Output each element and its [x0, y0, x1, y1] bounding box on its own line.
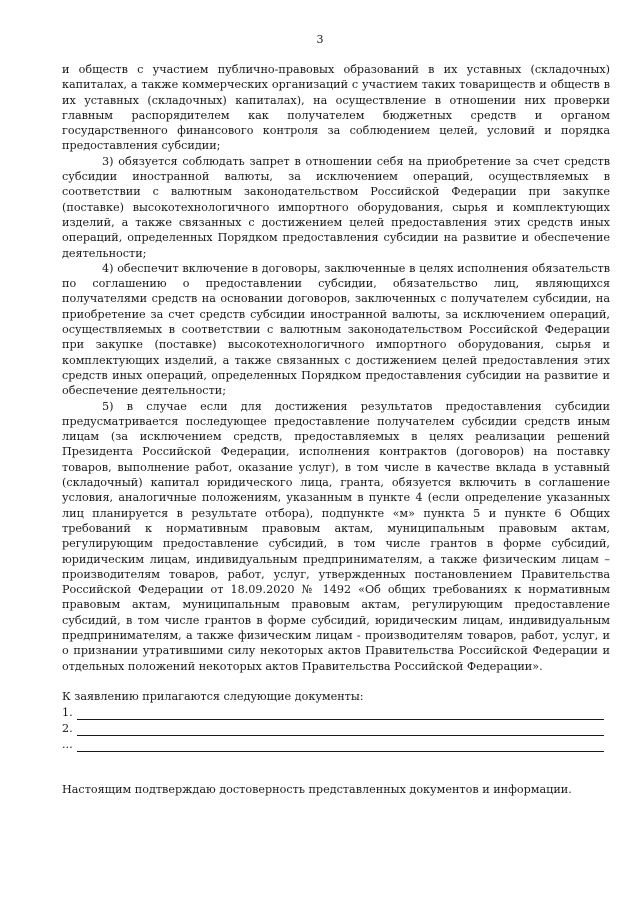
- attachment-line-1: [62, 704, 610, 720]
- attachment-blank-field: [77, 708, 604, 720]
- attachments-section: [62, 689, 610, 752]
- paragraph-item-3: 3) обязуется соблюдать запрет в отношении себя на приобретение за счет средств субсидии иностранной валюты, за исключением операций, осуществляемых в соответствии с валютным законодательством Российской Федерации при закупке (поставке) высокотехнологичного импортного оборудования, сырья и комплектующих изделий, а также связанных с достижением целей предоставления этих средств иных операций, определенных Порядком предоставления субсидии на развитие и обеспечение деятельности;: [62, 154, 610, 260]
- attachment-blank-field: [77, 740, 604, 752]
- attachment-line-2: [62, 720, 610, 736]
- attachment-line-more: [62, 736, 610, 752]
- attachments-intro: К заявлению прилагаются следующие документы:: [62, 689, 364, 703]
- document-body: [62, 62, 610, 797]
- page-number: 3: [316, 33, 324, 46]
- attachment-number: ...: [62, 738, 73, 752]
- paragraph-item-5: 5) в случае если для достижения результатов предоставления субсидии предусматривается последующее предоставление получателем субсидии средств иным лицам (за исключением средств, предоставляемых в целях реализации решений Президента Российской Федерации, исполнения контрактов (договоров) на поставку товаров, выполнение работ, оказание услуг), в том числе в качестве вклада в уставный (складочный) капитал юридического лица, гранта, обязуется включить в соглашение условия, аналогичные положениям, указанным в пункте 4 (если определение указанных лиц планируется в результате отбора), подпункте «м» пункта 5 и пункте 6 Общих требований к нормативным правовым актам, муниципальным правовым актам, регулирующим предоставление субсидий, в том числе грантов в форме субсидий, юридическим лицам, индивидуальным предпринимателям, а также физическим лицам – производителям товаров, работ, услуг, утвержденных постановлением Правительства Российской Федерации от 18.09.2020 № 1492 «Об общих требованиях к нормативным правовым актам, муниципальным правовым актам, регулирующим предоставление субсидий, в том числе грантов в форме субсидий, юридическим лицам, индивидуальным предпринимателям, а также физическим лицам - производителям товаров, работ, услуг, и о признании утратившими силу некоторых актов Правительства Российской Федерации и отдельных положений некоторых актов Правительства Российской Федерации».: [62, 399, 610, 673]
- attachment-number: 2.: [62, 722, 73, 736]
- attachment-number: 1.: [62, 706, 73, 720]
- attachment-blank-field: [77, 724, 604, 736]
- paragraph-continuation: и обществ с участием публично-правовых образований в их уставных (складочных) капиталах, а также коммерческих организаций с участием таких товариществ и обществ в их уставных (складочных) капиталах), на осуществление в отношении них проверки главным распорядителем как получателем бюджетных средств и органом государственного финансового контроля за соблюдением целей, условий и порядка предоставления субсидии;: [62, 63, 610, 153]
- confirmation-statement: Настоящим подтверждаю достоверность представленных документов и информации.: [62, 783, 572, 797]
- paragraph-item-4: 4) обеспечит включение в договоры, заключенные в целях исполнения обязательств по соглашению о предоставлении субсидии, обязательство лиц, являющихся получателями средств на основании договоров, заключенных с получателем субсидии, на приобретение за счет средств субсидии иностранной валюты, за исключением операций, осуществляемых в соответствии с валютным законодательством Российской Федерации при закупке (поставке) высокотехнологичного импортного оборудования, сырья и комплектующих изделий, а также связанных с достижением целей предоставления этих средств иных операций, определенных Порядком предоставления субсидии на развитие и обеспечение деятельности;: [62, 261, 610, 398]
